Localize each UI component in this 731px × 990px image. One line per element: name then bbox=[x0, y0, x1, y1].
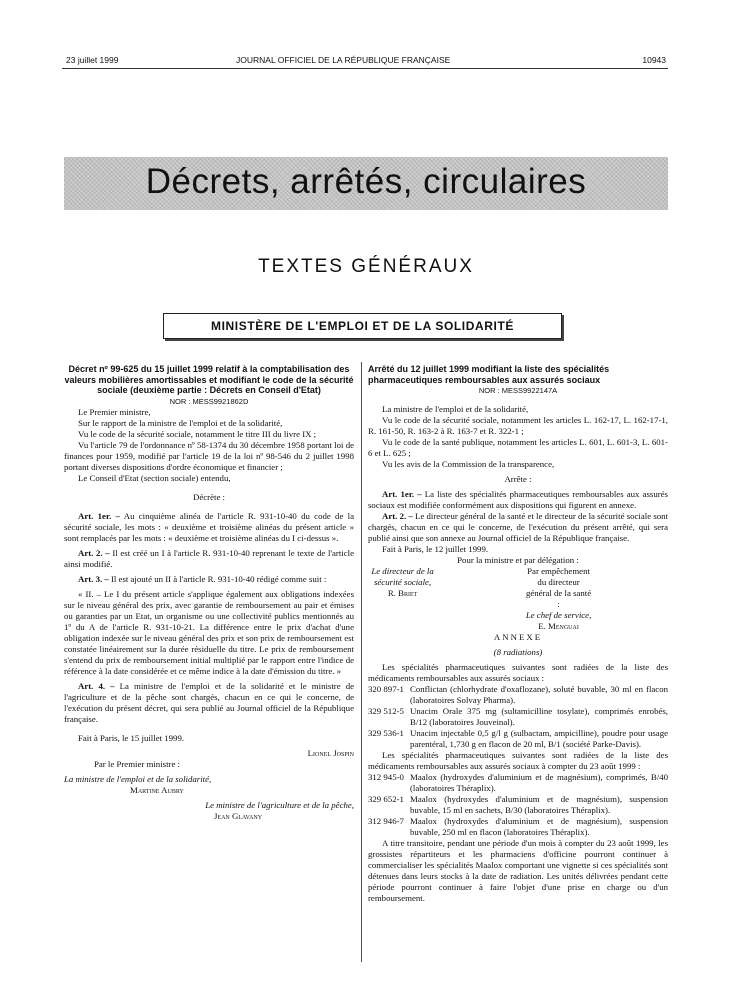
annexe-intro-1: Les spécialités pharmaceutiques suivantes sont radiées de la liste des médicaments remboursables aux assurés sociaux : bbox=[368, 662, 668, 683]
par-premier-ministre: Par le Premier ministre : bbox=[94, 758, 180, 769]
radiations-list-1 bbox=[368, 684, 668, 750]
decret-article-3-quote: « II. – Le I du présent article s'applique également aux obligations indexées sur le niveau général des prix, avec garantie de remboursement au pair et émises ou garanties par un Etat, un organisme ou une collectivité publics mentionnés au 1º du A de l'article R. 931-10-21. La différence entre le prix d'achat d'une obligation indexée sur le niveau général des prix et son prix de remboursement est constatée linéairement sur la durée résiduelle du titre. Le prix de remboursement s'entend du prix de remboursement initial multiplié par le rapport entre l'indice de référence à la date considérée et ce même indice à la date d'émission du titre. » bbox=[64, 588, 354, 676]
arrete-pour: Pour la ministre et par délégation : bbox=[457, 555, 579, 565]
dir2-title: Par empêchement du directeur général de la santé : bbox=[525, 566, 592, 609]
annexe-intro-2: Les spécialités pharmaceutiques suivantes sont radiées de la liste des médicaments remboursables aux assurés sociaux à compter du 23 août 1999 : bbox=[368, 750, 668, 771]
dir1-name: R. Briet bbox=[387, 588, 418, 598]
radiation-entry bbox=[368, 816, 668, 838]
signature-jospin: Lionel Jospin bbox=[307, 747, 354, 758]
header-journal: JOURNAL OFFICIEL DE LA RÉPUBLIQUE FRANÇAISE bbox=[236, 55, 451, 65]
arrete-para: Vu le code de la santé publique, notamment les articles L. 601, L. 601-3, L. 601-6 et L. 625 ; bbox=[368, 437, 668, 458]
decret-para: Vu l'article 79 de l'ordonnance nº 58-1374 du 30 décembre 1958 portant loi de finances pour 1959, modifié par l'article 19 de la loi nº 98-546 du 2 juillet 1998 portant diverses dispositions d'ordre économique et financier ; bbox=[64, 439, 354, 472]
dir2-sub: Le chef de service, bbox=[525, 610, 592, 620]
annexe-final: A titre transitoire, pendant une période d'un mois à compter du 23 août 1999, les grossistes répartiteurs et les pharmaciens d'officine pourront continuer à commercialiser les spécialités Maalox comportant une vignette si ces spécialités sont détenues dans leurs stocks à la date de radiation. Les unités délivrées pendant cette période pourront continuer à faire l'objet d'une prise en charge ou d'un remboursement. bbox=[368, 838, 668, 903]
radiations-list-2 bbox=[368, 772, 668, 838]
cip-code: 329 652-1 bbox=[368, 794, 404, 804]
header-date: 23 juillet 1999 bbox=[66, 55, 119, 65]
decret-para: Le Premier ministre, bbox=[78, 406, 151, 417]
column-divider bbox=[361, 362, 362, 962]
decret-title: Décret nº 99-625 du 15 juillet 1999 relatif à la comptabilisation des valeurs mobilières amortissables et modifiant le code de la sécurité sociale (deuxième partie : Décrets en Conseil d'Etat) bbox=[64, 364, 354, 395]
cip-code: 312 946-7 bbox=[368, 816, 404, 826]
product-description: Maalox (hydroxydes d'aluminium et de magnésium), suspension buvable, 250 ml en flacon (laboratoires Théraplix). bbox=[410, 816, 668, 837]
ministry-box: MINISTÈRE DE L'EMPLOI ET DE LA SOLIDARITÉ bbox=[163, 313, 562, 339]
dir2-name: E. Menguai bbox=[538, 621, 579, 631]
ministre-agriculture: Le ministre de l'agriculture et de la pêche, bbox=[205, 799, 354, 810]
decret-decrete: Décrète : bbox=[193, 491, 225, 502]
radiation-entry bbox=[368, 684, 668, 706]
decret-column bbox=[64, 364, 354, 822]
decret-para: Vu le code de la sécurité sociale, notamment le titre III du livre IX ; bbox=[78, 428, 317, 439]
arrete-nor: NOR : MESS9922147A bbox=[478, 386, 558, 395]
decret-nor: NOR : MESS9921862D bbox=[169, 396, 249, 406]
arrete-fait: Fait à Paris, le 12 juillet 1999. bbox=[382, 544, 489, 554]
arrete-column bbox=[368, 364, 668, 904]
product-description: Unacim Orale 375 mg (sultamicilline tosylate), comprimés enrobés, B/12 (laboratoires Jouveinal). bbox=[410, 706, 668, 727]
section-title: TEXTES GÉNÉRAUX bbox=[258, 256, 474, 277]
page-header bbox=[66, 55, 666, 69]
signature-aubry: Martine Aubry bbox=[130, 784, 184, 795]
arrete-article-2: Art. 2. – Le directeur général de la santé et le directeur de la sécurité sociale sont chargés, chacun en ce qui le concerne, de l'exécution du présent arrêté, qui sera publié ainsi que son annexe au Journal officiel de la République française. bbox=[368, 511, 668, 543]
product-description: Conflictan (chlorhydrate d'oxaflozane), soluté buvable, 30 ml en flacon (laboratoires Solvay Pharma). bbox=[410, 684, 668, 705]
arrete-para: Vu le code de la sécurité sociale, notamment les articles L. 162-17, L. 162-17-1, R. 161-50, R. 163-2 à R. 163-7 et R. 322-1 ; bbox=[368, 415, 668, 436]
cip-code: 329 512-5 bbox=[368, 706, 404, 716]
radiation-entry bbox=[368, 706, 668, 728]
annexe-heading: ANNEXE bbox=[493, 632, 543, 642]
product-description: Unacim injectable 0,5 g/l g (sulbactam, ampicilline), poudre pour usage parentéral, 1,730 g en flacon de 20 ml, B/1 (société Parke-Davis). bbox=[410, 728, 668, 749]
header-rule bbox=[62, 68, 668, 69]
decret-article-3: Art. 3. – Il est ajouté un II à l'article R. 931-10-40 rédigé comme suit : bbox=[78, 573, 327, 584]
arrete-title: Arrêté du 12 juillet 1999 modifiant la liste des spécialités pharmaceutiques remboursables aux assurés sociaux bbox=[368, 364, 610, 385]
radiation-entry bbox=[368, 794, 668, 816]
decret-article-2: Art. 2. – Il est créé un I à l'article R. 931-10-40 reprenant le texte de l'article ainsi modifié. bbox=[64, 547, 354, 569]
decret-article-1: Art. 1er. – Au cinquième alinéa de l'article R. 931-10-40 du code de la sécurité sociale, les mots : « deuxième et troisième alinéas du présent article » sont remplacés par les mots : « deuxième et troisième alinéas du I ci-dessus ». bbox=[64, 510, 354, 543]
header-page-number: 10943 bbox=[642, 55, 666, 65]
decret-fait: Fait à Paris, le 15 juillet 1999. bbox=[78, 732, 185, 743]
decret-article-4: Art. 4. – La ministre de l'emploi et de la solidarité et le ministre de l'agriculture et de la pêche sont chargés, chacun en ce qui le concerne, de l'exécution du présent décret, qui sera publié au Journal officiel de la République française. bbox=[64, 680, 355, 724]
cip-code: 329 536-1 bbox=[368, 728, 404, 738]
radiation-entry bbox=[368, 772, 668, 794]
ministre-emploi: La ministre de l'emploi et de la solidarité, bbox=[64, 773, 212, 784]
arrete-arrete: Arrête : bbox=[504, 474, 532, 484]
radiation-entry bbox=[368, 728, 668, 750]
banner-title: Décrets, arrêtés, circulaires bbox=[145, 162, 587, 201]
arrete-para: La ministre de l'emploi et de la solidarité, bbox=[382, 404, 529, 414]
radiations-count: (8 radiations) bbox=[493, 647, 543, 657]
cip-code: 320 897-1 bbox=[368, 684, 404, 694]
cip-code: 312 945-0 bbox=[368, 772, 404, 782]
product-description: Maalox (hydroxydes d'aluminium et de magnésium), suspension buvable, 15 ml en sachets, B/30 (laboratoires Théraplix). bbox=[410, 794, 668, 815]
dir1-title: Le directeur de la sécurité sociale, bbox=[371, 566, 434, 587]
decret-para: Sur le rapport de la ministre de l'emploi et de la solidarité, bbox=[78, 417, 283, 428]
decret-para: Le Conseil d'Etat (section sociale) entendu, bbox=[78, 472, 231, 483]
product-description: Maalox (hydroxydes d'aluminium et de magnésium), comprimés, B/40 (laboratoires Théraplix). bbox=[410, 772, 668, 793]
arrete-article-1: Art. 1er. – La liste des spécialités pharmaceutiques remboursables aux assurés sociaux est modifiée conformément aux dispositions qui figurent en annexe. bbox=[368, 489, 668, 510]
arrete-para: Vu les avis de la Commission de la transparence, bbox=[382, 459, 555, 469]
signature-glavany: Jean Glavany bbox=[214, 810, 263, 821]
signatures-block bbox=[368, 566, 668, 632]
